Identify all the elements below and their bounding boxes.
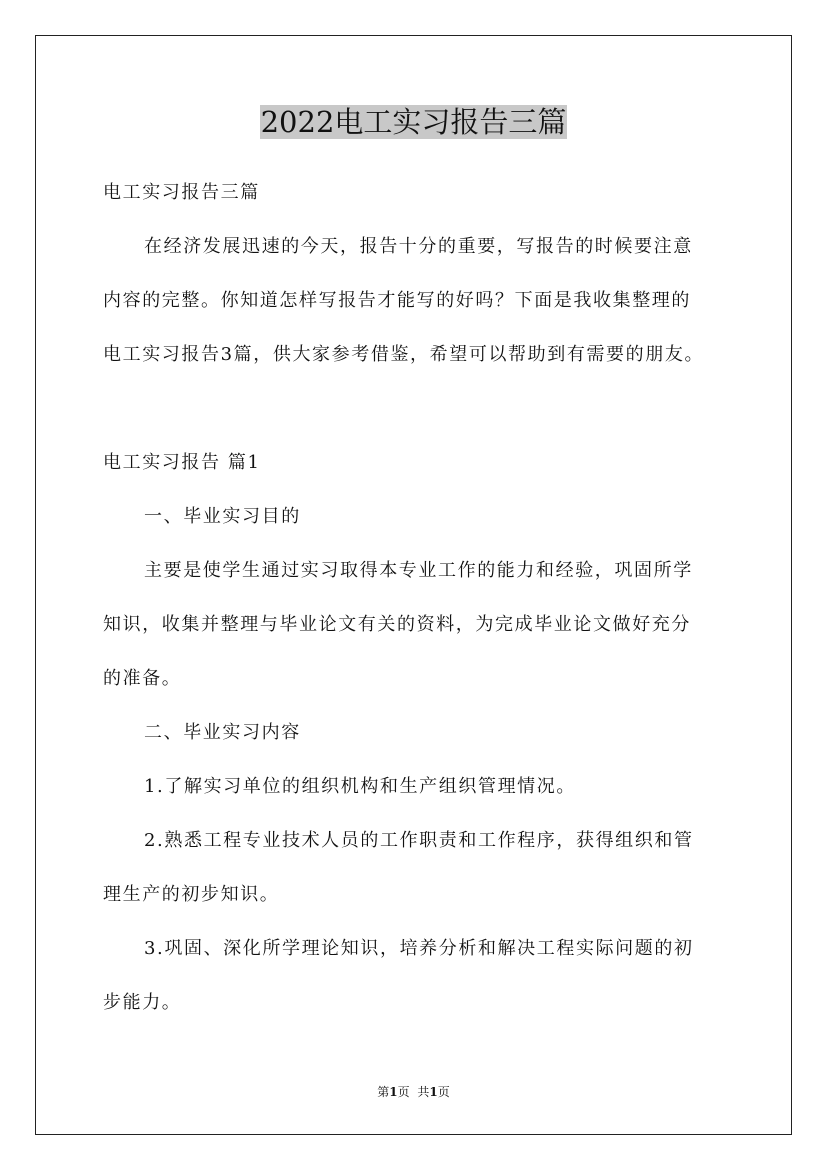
footer-total-number: 1 [429, 1085, 438, 1099]
paragraph-line: 的准备。 [103, 668, 182, 689]
paragraph-line: 知识，收集并整理与毕业论文有关的资料，为完成毕业论文做好充分 [103, 614, 691, 635]
footer-total-suffix: 页 [437, 1085, 450, 1099]
paragraph-line: 二、毕业实习内容 [144, 722, 301, 743]
footer-page-number: 1 [389, 1085, 398, 1099]
paragraph-line: 电工实习报告3篇，供大家参考借鉴，希望可以帮助到有需要的朋友。 [103, 344, 705, 365]
paragraph-line: 电工实习报告 篇1 [103, 452, 261, 473]
paragraph-line: 主要是使学生通过实习取得本专业工作的能力和经验，巩固所学 [144, 560, 693, 581]
paragraph-line: 理生产的初步知识。 [103, 884, 280, 905]
blank-line [103, 382, 728, 409]
blank-line [103, 409, 728, 436]
paragraph-line: 1.了解实习单位的组织机构和生产组织管理情况。 [144, 776, 576, 797]
footer-total-prefix: 共 [417, 1085, 430, 1099]
document-body [103, 166, 728, 1030]
paragraph-line: 2.熟悉工程专业技术人员的工作职责和工作程序，获得组织和管 [144, 830, 694, 851]
paragraph-line: 一、毕业实习目的 [144, 506, 301, 527]
paragraph-line: 步能力。 [103, 992, 182, 1013]
paragraph-line: 在经济发展迅速的今天，报告十分的重要，写报告的时候要注意 [144, 236, 693, 257]
page-footer [0, 1083, 827, 1101]
paragraph-line: 电工实习报告三篇 [103, 182, 260, 203]
paragraph-line: 3.巩固、深化所学理论知识，培养分析和解决工程实际问题的初 [144, 938, 694, 959]
document-title-text: 2022电工实习报告三篇 [260, 105, 567, 139]
paragraph-line: 内容的完整。你知道怎样写报告才能写的好吗？下面是我收集整理的 [103, 290, 691, 311]
document-title [0, 101, 827, 143]
footer-page-prefix: 第 [377, 1085, 390, 1099]
footer-page-suffix: 页 [397, 1085, 410, 1099]
